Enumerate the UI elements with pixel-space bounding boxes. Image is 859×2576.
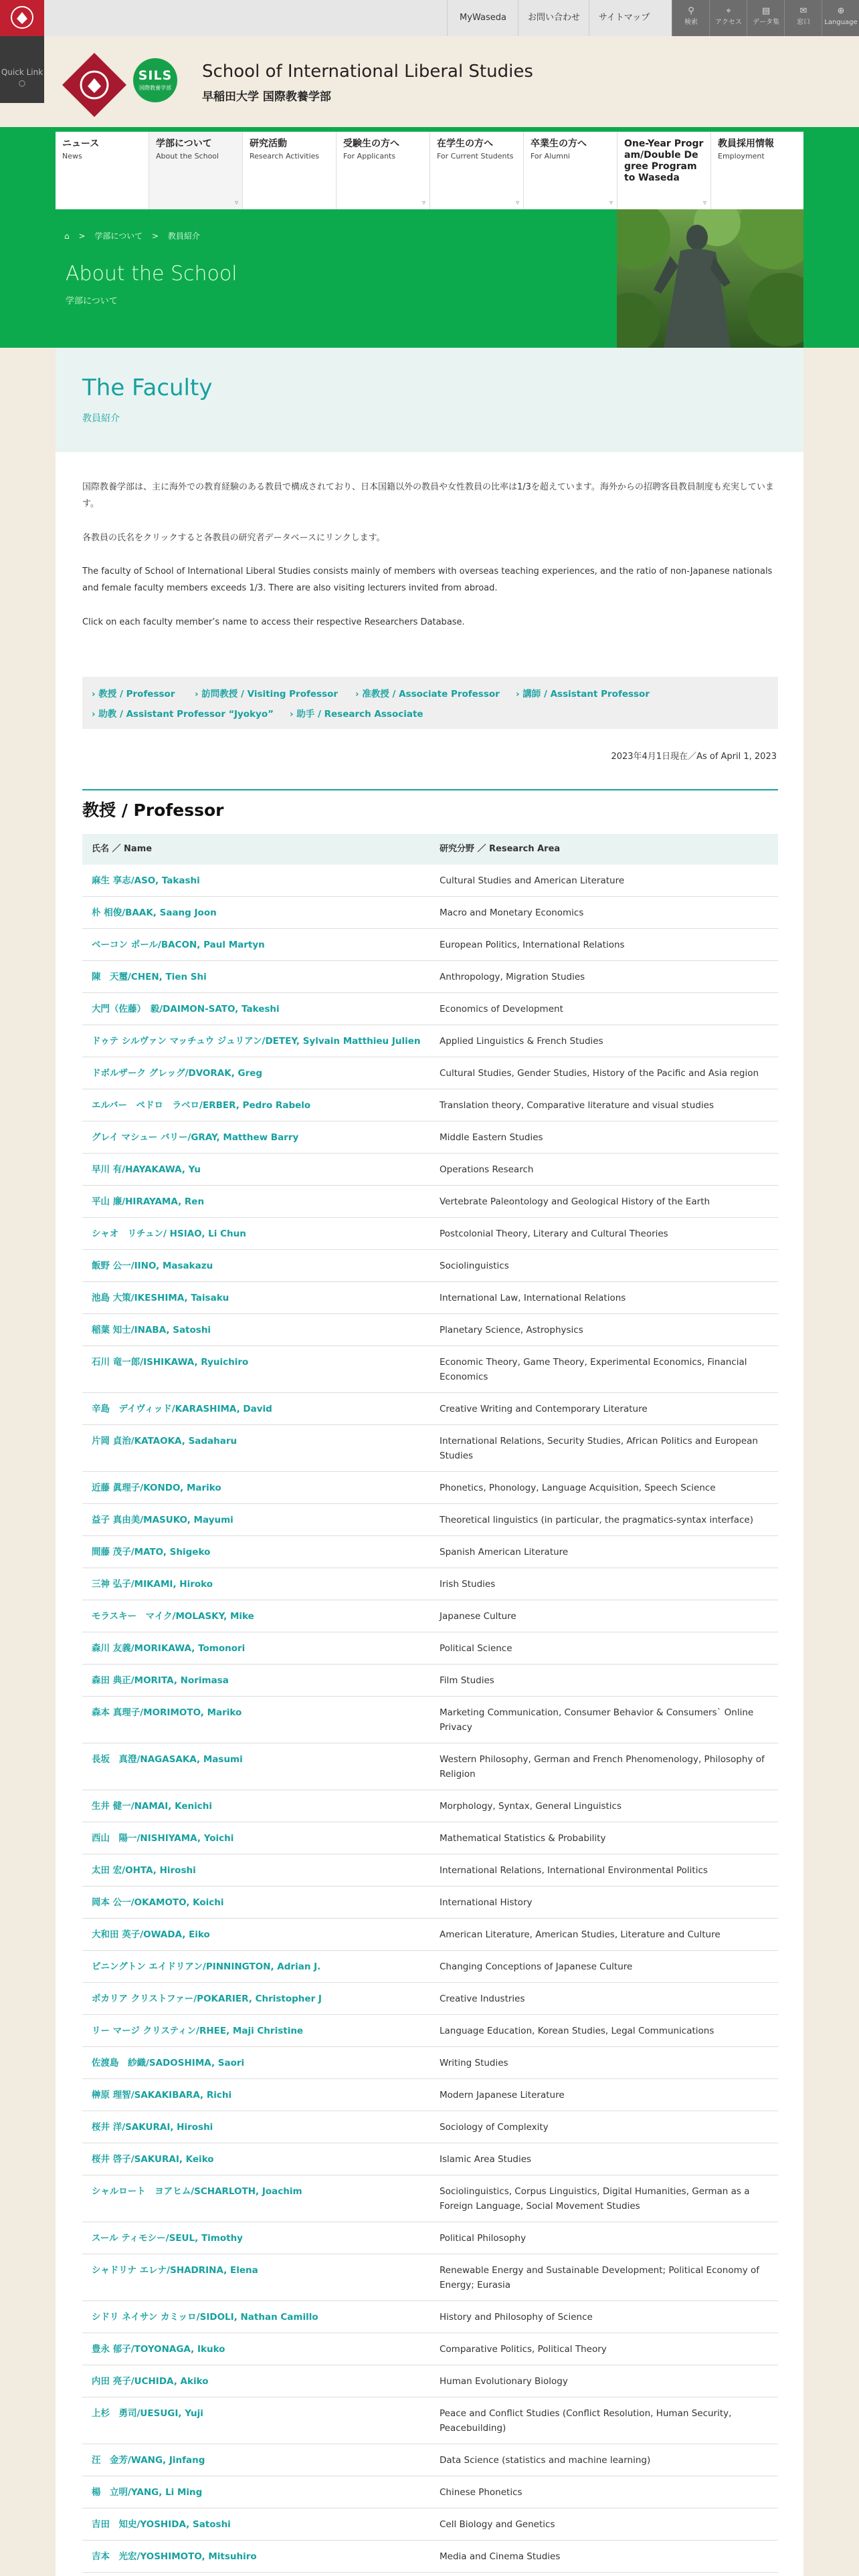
table-row [82,1983,778,2015]
research-area: Chinese Phonetics [440,2487,522,2498]
globe-icon: ⊕ [837,6,845,16]
breadcrumb-current: 教員紹介 [167,231,200,241]
table-row [82,1314,778,1346]
table-row [82,2333,778,2365]
research-area: Cultural Studies and American Literature [440,875,625,886]
arrow-right-icon: › [516,689,520,700]
table-row [82,1025,778,1057]
intro-instruction-en: Click on each faculty member’s name to access their respective Researchers Database. [82,617,465,627]
faculty-name-link[interactable]: グレイ マシュー バリー/GRAY, Matthew Barry [92,1132,299,1143]
breadcrumb [64,230,207,241]
table-row [82,2397,778,2444]
research-area: Japanese Culture [440,1611,516,1622]
nav-employment-jp: 教員採用情報 [718,138,774,149]
faculty-name-link[interactable]: 吉田 知史/YOSHIDA, Satoshi [92,2519,231,2530]
sils-badge[interactable] [133,58,177,102]
table-row [82,2301,778,2333]
table-row [82,1600,778,1632]
filter-visiting-professor-label: 訪問教授 / Visiting Professor [201,689,339,700]
table-row [82,1697,778,1743]
table-row [82,1536,778,1568]
faculty-name-link[interactable]: 麻生 享志/ASO, Takashi [92,875,200,886]
nav-news[interactable] [56,132,149,209]
intro-paragraph-en: The faculty of School of International Liberal Studies consists mainly of members with overseas teaching experiences, and the ratio of non-Japanese nationals and female faculty members exceeds 1/3. There are also visiting lecturers invited from abroad. [82,566,773,593]
research-area: Sociolinguistics, Corpus Linguistics, Digital Humanities, German as a Foreign Language, Social Movement Studies [440,2186,750,2212]
research-area: Postcolonial Theory, Literary and Cultural Theories [440,1228,668,1239]
research-area: Renewable Energy and Sustainable Development; Political Economy of Energy; Eurasia [440,2265,760,2290]
research-area: Creative Writing and Contemporary Literature [440,1404,648,1414]
mywaseda-link[interactable]: MyWaseda [447,0,518,36]
waseda-seal[interactable] [0,0,44,36]
table-row [82,1632,778,1665]
table-row [82,2079,778,2111]
faculty-name-link[interactable]: 益子 真由美/MASUKO, Mayumi [92,1515,233,1525]
faculty-name-link[interactable]: 大門（佐藤） 毅/DAIMON-SATO, Takeshi [92,1004,280,1014]
home-icon[interactable]: ⌂ [64,231,70,241]
nav-about[interactable] [149,132,243,209]
research-area: Applied Linguistics & French Studies [440,1036,603,1047]
intro-paragraph-jp: 国際教養学部は、主に海外での教育経験のある教員で構成されており、日本国籍以外の教員や女性教員の比率は1/3を超えています。海外からの招聘客員教員制度も充実しています。 [82,482,774,509]
faculty-name-link[interactable]: 太田 宏/OHTA, Hiroshi [92,1865,196,1876]
research-area: Operations Research [440,1164,534,1175]
research-area: International History [440,1897,533,1908]
access-button[interactable] [709,0,747,36]
faculty-name-link[interactable]: ピニングトン エイドリアン/PINNINGTON, Adrian J. [92,1961,321,1972]
faculty-name-link[interactable]: 汪 金芳/WANG, Jinfang [92,2455,205,2466]
search-button[interactable] [672,0,710,36]
research-area: Spanish American Literature [440,1547,569,1558]
nav-research[interactable] [243,132,337,209]
table-row [82,2111,778,2143]
faculty-name-link[interactable]: 榊原 理智/SAKAKIBARA, Richi [92,2090,232,2101]
table-row [82,1425,778,1472]
research-area: Creative Industries [440,1994,525,2004]
research-area: Film Studies [440,1675,494,1686]
filter-research-associate[interactable] [290,706,423,720]
research-area: Anthropology, Migration Studies [440,972,585,982]
hero-title-en: About the School [66,262,237,286]
table-row [82,961,778,993]
chevron-down-icon: ▿ [702,199,706,207]
table-row [82,2365,778,2397]
table-row [82,1504,778,1536]
faculty-name-link[interactable]: 楊 立明/YANG, Li Ming [92,2487,203,2498]
top-utility-bar [44,0,859,36]
breadcrumb-separator: > [78,231,86,241]
research-area: Language Education, Korean Studies, Legal Communications [440,2026,714,2036]
contact-link[interactable]: お問い合わせ [518,0,589,36]
faculty-name-link[interactable]: シドリ ネイサン カミッロ/SIDOLI, Nathan Camillo [92,2312,318,2323]
research-area: Phonetics, Phonology, Language Acquisition, Speech Science [440,1483,716,1493]
faculty-name-link[interactable]: 上杉 勇司/UESUGI, Yuji [92,2408,203,2419]
table-row [82,1282,778,1314]
nav-current-students[interactable] [430,132,524,209]
table-row [82,2047,778,2079]
research-area: International Law, International Relations [440,1293,626,1303]
table-row [82,1121,778,1154]
chevron-down-icon: ▿ [609,199,613,207]
chevron-down-icon: ▿ [515,199,519,207]
table-row [82,1951,778,1983]
arrow-right-icon: › [195,689,199,700]
faculty-name-link[interactable]: 飯野 公一/IINO, Masakazu [92,1261,213,1271]
faculty-name-link[interactable]: 岡本 公一/OKAMOTO, Koichi [92,1897,224,1908]
research-area: Cell Biology and Genetics [440,2519,555,2530]
nav-employment[interactable] [711,132,803,209]
arrow-right-icon: › [92,709,96,720]
okuma-statue-photo [617,209,803,348]
research-area: Middle Eastern Studies [440,1132,543,1143]
filter-professor[interactable] [92,686,175,700]
faculty-name-link[interactable]: 平山 廉/HIRAYAMA, Ren [92,1196,205,1207]
nav-one-year-program-jp: One-Year Program/Double Degree Program to Waseda [624,138,704,183]
research-area: Modern Japanese Literature [440,2090,565,2101]
site-header [44,36,859,127]
faculty-title-jp: 教員紹介 [82,413,120,424]
faculty-name-link[interactable]: 豊永 郁子/TOYONAGA, Ikuko [92,2344,225,2355]
nav-news-en: News [62,152,82,160]
research-area: Mathematical Statistics & Probability [440,1833,606,1844]
map-pin-icon: ⌖ [726,6,731,16]
waseda-seal-icon [9,4,35,31]
faculty-name-link[interactable]: モラスキー マイク/MOLASKY, Mike [92,1611,254,1622]
quick-link-panel[interactable] [0,0,44,103]
table-row [82,865,778,897]
faculty-name-link[interactable]: 長坂 真澄/NAGASAKA, Masumi [92,1754,243,1765]
table-row [82,897,778,929]
search-icon: ⚲ [688,6,694,16]
nav-applicants-jp: 受験生の方へ [343,138,399,149]
research-area: Planetary Science, Astrophysics [440,1325,583,1335]
filter-professor-label: 教授 / Professor [98,689,175,700]
main-content [56,348,803,2576]
research-area: International Relations, Security Studies, African Politics and European Studies [440,1436,758,1461]
research-area: American Literature, American Studies, Literature and Culture [440,1929,721,1940]
table-row [82,1250,778,1282]
filter-jyokyo-label: 助教 / Assistant Professor “Jyokyo” [98,709,274,720]
nav-alumni-en: For Alumni [531,152,570,160]
filter-associate-professor-label: 准教授 / Associate Professor [362,689,500,700]
research-area: Media and Cinema Studies [440,2551,561,2562]
research-area: Writing Studies [440,2058,508,2068]
faculty-name-link[interactable]: ドゥテ シルヴァン マッチュウ ジュリアン/DETEY, Sylvain Matthieu Julien [92,1036,421,1047]
faculty-name-link[interactable]: 片岡 貞治/KATAOKA, Sadaharu [92,1436,237,1446]
research-area: History and Philosophy of Science [440,2312,593,2323]
faculty-name-link[interactable]: 森川 友義/MORIKAWA, Tomonori [92,1643,246,1654]
faculty-heading-band [56,348,803,452]
nav-news-jp: ニュース [62,138,100,149]
research-area: Macro and Monetary Economics [440,907,584,918]
research-area: Marketing Communication, Consumer Behavior & Consumers` Online Privacy [440,1707,754,1733]
table-row [82,1393,778,1425]
faculty-name-link[interactable]: リー マージ クリスティン/RHEE, Maji Christine [92,2026,304,2036]
faculty-table-body [82,865,778,2573]
nav-research-en: Research Activities [250,152,320,160]
research-area: Human Evolutionary Biology [440,2376,568,2387]
data-icon: ▤ [761,6,771,16]
table-row [82,2175,778,2222]
research-area: Theoretical linguistics (in particular, the pragmatics-syntax interface) [440,1515,754,1525]
language-label: Language [824,19,858,26]
table-row [82,1154,778,1186]
arrow-right-icon: › [92,689,96,700]
arrow-right-icon: › [290,709,294,720]
filter-research-associate-label: 助手 / Research Associate [296,709,423,720]
quick-link-text: Quick Link [1,68,43,77]
faculty-name-link[interactable]: ベーコン ポール/BACON, Paul Martyn [92,940,265,950]
data-label: データ集 [753,19,779,26]
contact-window-button[interactable] [784,0,822,36]
faculty-name-link[interactable]: シャドリナ エレナ/SHADRINA, Elena [92,2265,258,2276]
research-area: Comparative Politics, Political Theory [440,2344,607,2355]
filter-visiting-professor[interactable] [195,686,338,700]
data-button[interactable] [747,0,785,36]
table-row [82,1665,778,1697]
site-title-jp[interactable]: 早稲田大学 国際教養学部 [202,90,331,104]
col-header-area: 研究分野 ／ Research Area [440,844,561,854]
faculty-name-link[interactable]: シャオ リチュン/ HSIAO, Li Chun [92,1228,246,1239]
intro-instruction-jp: 各教員の氏名をクリックすると各教員の研究者データベースにリンクします。 [82,533,385,543]
nav-current-students-en: For Current Students [437,152,514,160]
research-area: Translation theory, Comparative literature and visual studies [440,1100,714,1111]
research-area: European Politics, International Relations [440,940,625,950]
faculty-name-link[interactable]: 早川 有/HAYAKAWA, Yu [92,1164,201,1175]
table-row [82,2143,778,2175]
sils-badge-text: SILS [138,68,173,83]
faculty-name-link[interactable]: 内田 亮子/UCHIDA, Akiko [92,2376,209,2387]
table-row [82,2444,778,2476]
research-area: Islamic Area Studies [440,2154,532,2165]
chevron-down-icon: ▿ [421,199,425,207]
col-header-name: 氏名 ／ Name [92,844,153,854]
faculty-name-link[interactable]: 辛島 デイヴィッド/KARASHIMA, David [92,1404,272,1414]
research-area: Cultural Studies, Gender Studies, History of the Pacific and Asia region [440,1068,759,1079]
table-row [82,1057,778,1089]
research-area: Irish Studies [440,1579,496,1590]
table-row [82,929,778,961]
table-row [82,1887,778,1919]
chevron-down-icon: ▿ [234,199,238,207]
faculty-title-en: The Faculty [82,374,213,401]
research-area: Peace and Conflict Studies (Conflict Resolution, Human Security, Peacebuilding) [440,2408,732,2434]
research-area: International Relations, International Environmental Politics [440,1865,708,1876]
statue-illustration [617,209,803,348]
breadcrumb-about[interactable]: 学部について [94,231,143,241]
breadcrumb-separator: > [151,231,159,241]
faculty-name-link[interactable]: 佐渡島 紗織/SADOSHIMA, Saori [92,2058,245,2068]
table-row [82,993,778,1025]
table-row [82,2541,778,2573]
faculty-name-link[interactable]: 間藤 茂子/MATO, Shigeko [92,1547,211,1558]
waseda-logo-icon[interactable] [61,51,128,118]
filter-assistant-professor[interactable] [516,686,650,700]
faculty-name-link[interactable]: エルバー ペドロ ラベロ/ERBER, Pedro Rabelo [92,1100,311,1111]
nav-alumni[interactable] [524,132,617,209]
faculty-name-link[interactable]: 生井 健一/NAMAI, Kenichi [92,1801,212,1812]
quick-link-label[interactable] [0,67,44,88]
professor-section-title: 教授 / Professor [82,800,224,820]
table-row [82,2508,778,2541]
table-row [82,1790,778,1822]
table-row [82,1568,778,1600]
research-area: Sociolinguistics [440,1261,509,1271]
nav-alumni-jp: 卒業生の方へ [531,138,587,149]
faculty-name-link[interactable]: 石川 竜一郎/ISHIKAWA, Ryuichiro [92,1357,249,1368]
nav-about-jp: 学部について [156,138,212,149]
table-row [82,2254,778,2301]
nav-employment-en: Employment [718,152,765,160]
research-area: Political Science [440,1643,512,1654]
nav-current-students-jp: 在学生の方へ [437,138,493,149]
research-area: Changing Conceptions of Japanese Culture [440,1961,633,1972]
table-row [82,2015,778,2047]
faculty-name-link[interactable]: ポカリア クリストファー/POKARIER, Christopher J [92,1994,322,2004]
table-row [82,1472,778,1504]
research-area: Economic Theory, Game Theory, Experimental Economics, Financial Economics [440,1357,747,1382]
research-area: Data Science (statistics and machine learning) [440,2455,651,2466]
main-nav [56,132,803,209]
circle-icon: ○ [18,78,26,88]
table-row [82,1919,778,1951]
research-area: Economics of Development [440,1004,563,1014]
language-button[interactable] [822,0,859,36]
research-area: Vertebrate Paleontology and Geological History of the Earth [440,1196,710,1207]
faculty-name-link[interactable]: スール ティモシー/SEUL, Timothy [92,2233,243,2244]
research-area: Political Philosophy [440,2233,527,2244]
table-row [82,2222,778,2254]
faculty-name-link[interactable]: 桜井 啓子/SAKURAI, Keiko [92,2154,214,2165]
filter-jyokyo[interactable] [92,706,274,720]
faculty-name-link[interactable]: 大和田 英子/OWADA, Eiko [92,1929,210,1940]
arrow-right-icon: › [355,689,359,700]
contact-window-label: 窓口 [797,19,810,26]
faculty-name-link[interactable]: 朴 相俊/BAAK, Saang Joon [92,907,217,918]
faculty-name-link[interactable]: 桜井 洋/SAKURAI, Hiroshi [92,2122,213,2133]
faculty-name-link[interactable]: 西山 陽一/NISHIYAMA, Yoichi [92,1833,234,1844]
sitemap-link[interactable]: サイトマップ [589,0,659,36]
faculty-table-header [82,834,778,865]
nav-applicants[interactable] [337,132,430,209]
filter-assistant-professor-label: 講師 / Assistant Professor [522,689,650,700]
site-title-en[interactable]: School of International Liberal Studies [202,62,533,82]
as-of-date: 2023年4月1日現在／As of April 1, 2023 [611,752,777,762]
faculty-name-link[interactable]: 吉本 光宏/YOSHIMOTO, Mitsuhiro [92,2551,257,2562]
nav-applicants-en: For Applicants [343,152,396,160]
faculty-name-link[interactable]: 三神 弘子/MIKAMI, Hiroko [92,1579,213,1590]
search-label: 検索 [684,19,698,26]
faculty-name-link[interactable]: ドボルザーク グレッグ/DVORAK, Greg [92,1068,263,1079]
faculty-name-link[interactable]: シャルロート ヨアヒム/SCHARLOTH, Joachim [92,2186,302,2197]
research-area: Morphology, Syntax, General Linguistics [440,1801,622,1812]
research-area: Sociology of Complexity [440,2122,549,2133]
table-row [82,2476,778,2508]
nav-one-year-program[interactable] [617,132,711,209]
faculty-name-link[interactable]: 稲葉 知士/INABA, Satoshi [92,1325,211,1335]
sils-badge-subtext: 国際教養学部 [139,85,171,91]
table-row [82,1854,778,1887]
faculty-name-link[interactable]: 近藤 眞理子/KONDO, Mariko [92,1483,221,1493]
hero-title-jp: 学部について [66,296,118,306]
research-area: Western Philosophy, German and French Phenomenology, Philosophy of Religion [440,1754,765,1780]
rank-filter-box [82,677,778,729]
nav-research-jp: 研究活動 [250,138,287,149]
faculty-name-link[interactable]: 森本 真理子/MORIMOTO, Mariko [92,1707,242,1718]
table-row [82,1186,778,1218]
table-row [82,1743,778,1790]
table-row [82,1346,778,1393]
filter-associate-professor[interactable] [355,686,500,700]
faculty-name-link[interactable]: 陳 天璽/CHEN, Tien Shi [92,972,207,982]
table-row [82,1089,778,1121]
mail-icon: ✉ [799,6,807,16]
table-row [82,1218,778,1250]
table-row [82,1822,778,1854]
access-label: アクセス [715,19,742,26]
faculty-name-link[interactable]: 森田 典正/MORITA, Norimasa [92,1675,229,1686]
nav-about-en: About the School [156,152,219,160]
faculty-name-link[interactable]: 池島 大策/IKESHIMA, Taisaku [92,1293,229,1303]
section-divider [82,789,778,790]
